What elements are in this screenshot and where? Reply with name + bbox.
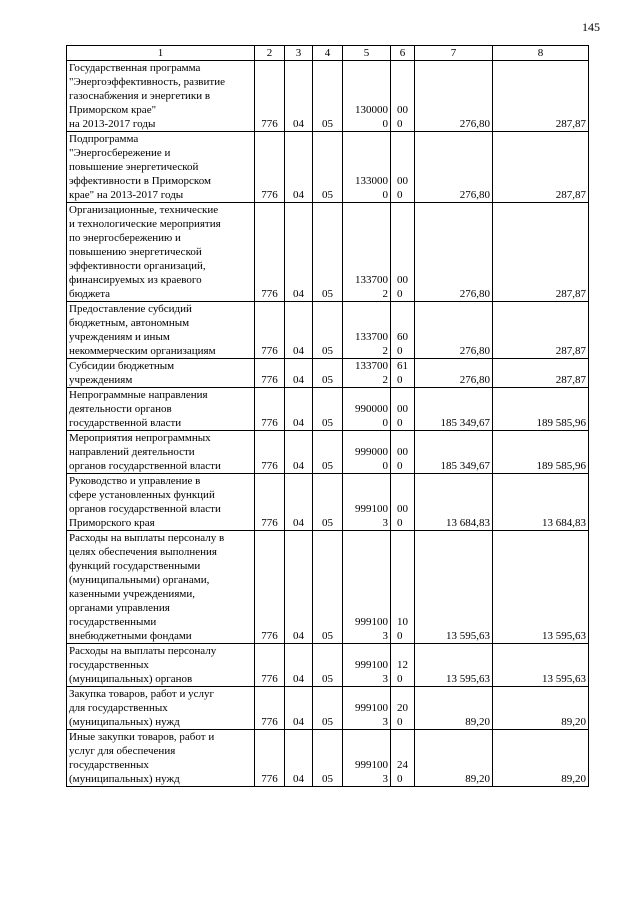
section-code-cell: 04 bbox=[285, 359, 313, 388]
amount-year-1-cell: 185 349,67 bbox=[415, 388, 493, 431]
subsection-code-cell: 05 bbox=[313, 203, 343, 302]
ministry-code-cell: 776 bbox=[255, 431, 285, 474]
target-article-code-cell: 133700 2 bbox=[343, 203, 391, 302]
column-header: 6 bbox=[391, 46, 415, 61]
expense-type-code-cell: 24 0 bbox=[391, 730, 415, 787]
subsection-code-cell: 05 bbox=[313, 730, 343, 787]
table-row bbox=[67, 431, 589, 474]
ministry-code-cell: 776 bbox=[255, 359, 285, 388]
amount-year-2-cell: 287,87 bbox=[493, 203, 589, 302]
ministry-code-cell: 776 bbox=[255, 388, 285, 431]
table-row bbox=[67, 531, 589, 644]
column-header: 8 bbox=[493, 46, 589, 61]
amount-year-2-cell: 287,87 bbox=[493, 61, 589, 132]
amount-year-2-cell: 287,87 bbox=[493, 359, 589, 388]
section-code-cell: 04 bbox=[285, 687, 313, 730]
ministry-code-cell: 776 bbox=[255, 302, 285, 359]
row-name-cell: Расходы на выплаты персоналу в целях обеспечения выполнения функций государственными (муниципальными) органами, казенными учреждениями, органами управления государственными внебюджетными фондами bbox=[67, 531, 255, 644]
amount-year-1-cell: 13 595,63 bbox=[415, 644, 493, 687]
expense-type-code-cell: 60 0 bbox=[391, 302, 415, 359]
section-code-cell: 04 bbox=[285, 730, 313, 787]
row-name-cell: Субсидии бюджетным учреждениям bbox=[67, 359, 255, 388]
table-header-row bbox=[67, 46, 589, 61]
amount-year-2-cell: 13 684,83 bbox=[493, 474, 589, 531]
amount-year-1-cell: 13 595,63 bbox=[415, 531, 493, 644]
expense-type-code-cell: 10 0 bbox=[391, 531, 415, 644]
table-row bbox=[67, 359, 589, 388]
table-row bbox=[67, 474, 589, 531]
section-code-cell: 04 bbox=[285, 474, 313, 531]
row-name-cell: Иные закупки товаров, работ и услуг для обеспечения государственных (муниципальных) нужд bbox=[67, 730, 255, 787]
target-article-code-cell: 999100 3 bbox=[343, 687, 391, 730]
column-header: 2 bbox=[255, 46, 285, 61]
ministry-code-cell: 776 bbox=[255, 644, 285, 687]
expense-type-code-cell: 00 0 bbox=[391, 431, 415, 474]
column-header: 4 bbox=[313, 46, 343, 61]
amount-year-2-cell: 189 585,96 bbox=[493, 431, 589, 474]
amount-year-2-cell: 89,20 bbox=[493, 730, 589, 787]
amount-year-1-cell: 185 349,67 bbox=[415, 431, 493, 474]
expense-type-code-cell: 00 0 bbox=[391, 203, 415, 302]
section-code-cell: 04 bbox=[285, 644, 313, 687]
expense-type-code-cell: 12 0 bbox=[391, 644, 415, 687]
amount-year-1-cell: 276,80 bbox=[415, 359, 493, 388]
ministry-code-cell: 776 bbox=[255, 531, 285, 644]
expense-type-code-cell: 00 0 bbox=[391, 132, 415, 203]
subsection-code-cell: 05 bbox=[313, 474, 343, 531]
row-name-cell: Подпрограмма "Энергосбережение и повышение энергетической эффективности в Приморском крае" на 2013-2017 годы bbox=[67, 132, 255, 203]
amount-year-2-cell: 189 585,96 bbox=[493, 388, 589, 431]
subsection-code-cell: 05 bbox=[313, 359, 343, 388]
ministry-code-cell: 776 bbox=[255, 474, 285, 531]
amount-year-1-cell: 276,80 bbox=[415, 302, 493, 359]
amount-year-2-cell: 13 595,63 bbox=[493, 531, 589, 644]
row-name-cell: Непрограммные направления деятельности органов государственной власти bbox=[67, 388, 255, 431]
target-article-code-cell: 130000 0 bbox=[343, 61, 391, 132]
table-row bbox=[67, 203, 589, 302]
table-row bbox=[67, 61, 589, 132]
subsection-code-cell: 05 bbox=[313, 431, 343, 474]
column-header: 7 bbox=[415, 46, 493, 61]
table-row bbox=[67, 302, 589, 359]
section-code-cell: 04 bbox=[285, 388, 313, 431]
subsection-code-cell: 05 bbox=[313, 302, 343, 359]
target-article-code-cell: 990000 0 bbox=[343, 388, 391, 431]
amount-year-2-cell: 89,20 bbox=[493, 687, 589, 730]
amount-year-1-cell: 89,20 bbox=[415, 730, 493, 787]
target-article-code-cell: 999100 3 bbox=[343, 474, 391, 531]
subsection-code-cell: 05 bbox=[313, 531, 343, 644]
target-article-code-cell: 133700 2 bbox=[343, 359, 391, 388]
amount-year-1-cell: 13 684,83 bbox=[415, 474, 493, 531]
target-article-code-cell: 999100 3 bbox=[343, 644, 391, 687]
row-name-cell: Государственная программа "Энергоэффективность, развитие газоснабжения и энергетики в Приморском крае" на 2013-2017 годы bbox=[67, 61, 255, 132]
section-code-cell: 04 bbox=[285, 61, 313, 132]
amount-year-1-cell: 276,80 bbox=[415, 132, 493, 203]
section-code-cell: 04 bbox=[285, 302, 313, 359]
amount-year-1-cell: 89,20 bbox=[415, 687, 493, 730]
column-header: 5 bbox=[343, 46, 391, 61]
table-row bbox=[67, 388, 589, 431]
amount-year-2-cell: 287,87 bbox=[493, 302, 589, 359]
amount-year-2-cell: 287,87 bbox=[493, 132, 589, 203]
section-code-cell: 04 bbox=[285, 431, 313, 474]
expense-type-code-cell: 20 0 bbox=[391, 687, 415, 730]
table-row bbox=[67, 730, 589, 787]
target-article-code-cell: 999100 3 bbox=[343, 531, 391, 644]
column-header: 1 bbox=[67, 46, 255, 61]
target-article-code-cell: 999000 0 bbox=[343, 431, 391, 474]
table-row bbox=[67, 132, 589, 203]
target-article-code-cell: 133700 2 bbox=[343, 302, 391, 359]
table-row bbox=[67, 687, 589, 730]
row-name-cell: Расходы на выплаты персоналу государственных (муниципальных) органов bbox=[67, 644, 255, 687]
subsection-code-cell: 05 bbox=[313, 644, 343, 687]
row-name-cell: Руководство и управление в сфере установленных функций органов государственной власти Приморского края bbox=[67, 474, 255, 531]
ministry-code-cell: 776 bbox=[255, 687, 285, 730]
row-name-cell: Закупка товаров, работ и услуг для государственных (муниципальных) нужд bbox=[67, 687, 255, 730]
budget-table bbox=[66, 45, 589, 787]
expense-type-code-cell: 00 0 bbox=[391, 474, 415, 531]
expense-type-code-cell: 00 0 bbox=[391, 61, 415, 132]
table-row bbox=[67, 644, 589, 687]
row-name-cell: Предоставление субсидий бюджетным, автономным учреждениям и иным некоммерческим организациям bbox=[67, 302, 255, 359]
row-name-cell: Мероприятия непрограммных направлений деятельности органов государственной власти bbox=[67, 431, 255, 474]
target-article-code-cell: 999100 3 bbox=[343, 730, 391, 787]
ministry-code-cell: 776 bbox=[255, 132, 285, 203]
expense-type-code-cell: 00 0 bbox=[391, 388, 415, 431]
target-article-code-cell: 133000 0 bbox=[343, 132, 391, 203]
row-name-cell: Организационные, технические и технологические мероприятия по энергосбережению и повышению энергетической эффективности организаций, финансируемых из краевого бюджета bbox=[67, 203, 255, 302]
page-number: 145 bbox=[582, 20, 600, 34]
column-header: 3 bbox=[285, 46, 313, 61]
amount-year-1-cell: 276,80 bbox=[415, 61, 493, 132]
ministry-code-cell: 776 bbox=[255, 203, 285, 302]
expense-type-code-cell: 61 0 bbox=[391, 359, 415, 388]
subsection-code-cell: 05 bbox=[313, 687, 343, 730]
subsection-code-cell: 05 bbox=[313, 132, 343, 203]
amount-year-2-cell: 13 595,63 bbox=[493, 644, 589, 687]
section-code-cell: 04 bbox=[285, 132, 313, 203]
ministry-code-cell: 776 bbox=[255, 730, 285, 787]
section-code-cell: 04 bbox=[285, 531, 313, 644]
subsection-code-cell: 05 bbox=[313, 61, 343, 132]
subsection-code-cell: 05 bbox=[313, 388, 343, 431]
section-code-cell: 04 bbox=[285, 203, 313, 302]
ministry-code-cell: 776 bbox=[255, 61, 285, 132]
amount-year-1-cell: 276,80 bbox=[415, 203, 493, 302]
